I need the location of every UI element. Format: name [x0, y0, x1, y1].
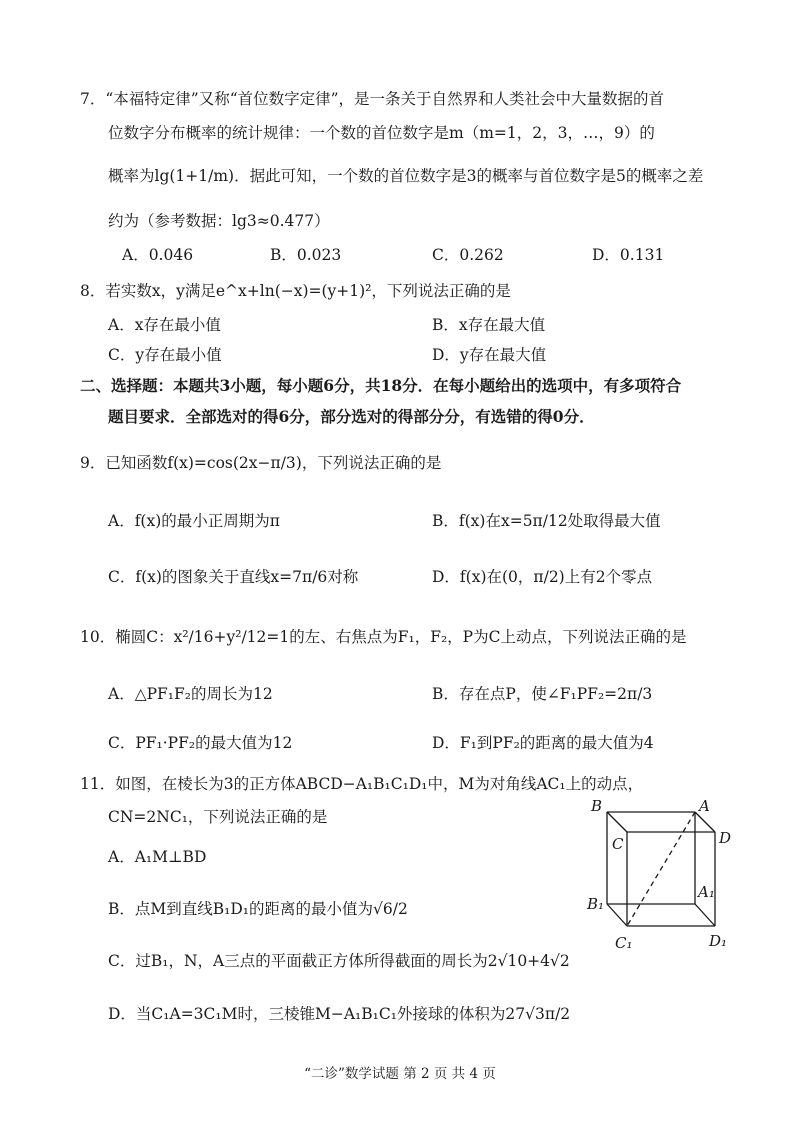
section-2-heading-line-2: 题目要求．全部选对的得6分，部分选对的得部分分，有选错的得0分．: [108, 407, 595, 426]
label-d: D: [719, 829, 732, 847]
q9-option-a: A．f(x)的最小正周期为π: [108, 512, 280, 530]
q7-line-4: 约为（参考数据：lg3≈0.477）: [108, 212, 330, 230]
q8-option-b: B．x存在最大值: [432, 316, 546, 334]
q7-option-b: B．0.023: [270, 246, 342, 264]
label-a1: A₁: [698, 883, 715, 901]
q9-stem: 9．已知函数f(x)=cos(2x−π/3)，下列说法正确的是: [80, 454, 442, 472]
label-c1: C₁: [615, 934, 633, 952]
q9-option-b: B．f(x)在x=5π/12处取得最大值: [432, 512, 661, 530]
label-d1: D₁: [709, 932, 728, 950]
diagonal-a-c1: [627, 812, 695, 926]
q7-option-c: C．0.262: [432, 246, 504, 264]
edge-b1-c1: [607, 904, 627, 926]
q11-option-d: D．当C₁A=3C₁M时，三棱锥M−A₁B₁C₁外接球的体积为27√3π/2: [108, 1005, 571, 1023]
cube-figure: [585, 792, 740, 960]
page-footer: “二诊”数学试题 第 2 页 共 4 页: [304, 1066, 496, 1082]
q8-option-c: C．y存在最小值: [108, 346, 222, 364]
q7-line-1: 7．“本福特定律”又称“首位数字定律”，是一条关于自然界和人类社会中大量数据的首: [80, 90, 665, 108]
q7-line-3: 概率为lg(1+1/m)．据此可知，一个数的首位数字是3的概率与首位数字是5的概率之差: [108, 167, 704, 185]
q11-option-c: C．过B₁，N，A三点的平面截正方体所得截面的周长为2√10+4√2: [108, 952, 570, 970]
q11-line-2: CN=2NC₁，下列说法正确的是: [108, 808, 328, 826]
q10-option-a: A．△PF₁F₂的周长为12: [108, 685, 273, 703]
q10-option-b: B．存在点P，使∠F₁PF₂=2π/3: [432, 685, 653, 703]
q8-option-a: A．x存在最小值: [108, 316, 221, 334]
q7-line-2: 位数字分布概率的统计规律：一个数的首位数字是m（m=1，2，3，…，9）的: [108, 124, 655, 142]
q11-option-b: B．点M到直线B₁D₁的距离的最小值为√6/2: [108, 900, 408, 918]
q10-option-d: D．F₁到PF₂的距离的最大值为4: [432, 734, 654, 752]
q9-option-c: C．f(x)的图象关于直线x=7π/6对称: [108, 568, 359, 586]
q10-stem: 10．椭圆C：x²/16+y²/12=1的左、右焦点为F₁，F₂，P为C上动点，下列说法正确的是: [80, 628, 687, 646]
q9-option-d: D．f(x)在(0，π/2)上有2个零点: [432, 568, 653, 586]
q8-stem: 8．若实数x，y满足e^x+ln(−x)=(y+1)²，下列说法正确的是: [80, 282, 511, 300]
q8-option-d: D．y存在最大值: [432, 346, 547, 364]
q11-line-1: 11．如图，在棱长为3的正方体ABCD−A₁B₁C₁D₁中，M为对角线AC₁上的动点，: [80, 775, 644, 793]
edge-b-c: [607, 812, 627, 832]
edge-a1-d1: [695, 904, 715, 926]
q10-option-c: C．PF₁·PF₂的最大值为12: [108, 734, 293, 752]
edge-a-d: [695, 812, 715, 832]
q7-option-a: A．0.046: [122, 246, 194, 264]
q11-option-a: A．A₁M⊥BD: [108, 848, 207, 866]
section-2-heading-line-1: 二、选择题：本题共3小题，每小题6分，共18分．在每小题给出的选项中，有多项符合: [80, 376, 682, 395]
label-b1: B₁: [587, 895, 605, 913]
label-b: B: [591, 797, 603, 815]
q7-option-d: D．0.131: [592, 246, 665, 264]
label-c: C: [612, 835, 624, 853]
label-a: A: [699, 797, 710, 815]
